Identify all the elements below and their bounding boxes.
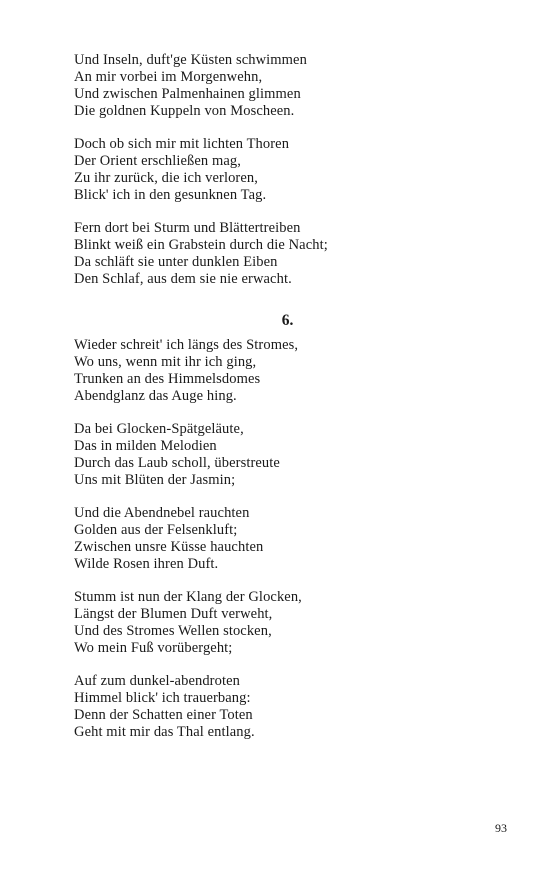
verse-line: Wo uns, wenn mit ihr ich ging, — [74, 354, 257, 370]
stanza — [74, 589, 494, 657]
section-heading: 6. — [281, 312, 294, 329]
verse-line: Blick' ich in den gesunknen Tag. — [74, 187, 267, 203]
verse-line: Zwischen unsre Küsse hauchten — [74, 539, 264, 555]
verse-line: Golden aus der Felsenkluft; — [74, 522, 238, 538]
stanza — [74, 337, 494, 405]
verse-line: An mir vorbei im Morgenwehn, — [74, 69, 263, 85]
verse-line: Da bei Glocken-Spätgeläute, — [74, 421, 244, 437]
stanza — [74, 52, 494, 120]
stanza — [74, 421, 494, 489]
verse-line: Fern dort bei Sturm und Blättertreiben — [74, 220, 301, 236]
verse-line: Wieder schreit' ich längs des Stromes, — [74, 337, 299, 353]
verse-line: Zu ihr zurück, die ich verloren, — [74, 170, 258, 186]
verse-line: Und Inseln, duft'ge Küsten schwimmen — [74, 52, 307, 68]
verse-line: Der Orient erschließen mag, — [74, 153, 241, 169]
verse-line: Und des Stromes Wellen stocken, — [74, 623, 272, 639]
verse-line: Abendglanz das Auge hing. — [74, 388, 237, 404]
verse-line: Und die Abendnebel rauchten — [74, 505, 250, 521]
verse-line: Himmel blick' ich trauerbang: — [74, 690, 251, 706]
stanza — [74, 220, 494, 288]
verse-line: Trunken an des Himmelsdomes — [74, 371, 261, 387]
verse-line: Doch ob sich mir mit lichten Thoren — [74, 136, 290, 152]
page-number: 93 — [495, 821, 507, 835]
stanza — [74, 136, 494, 204]
verse-line: Und zwischen Palmenhainen glimmen — [74, 86, 301, 102]
verse-line: Durch das Laub scholl, überstreute — [74, 455, 280, 471]
stanza — [74, 505, 494, 573]
verse-line: Uns mit Blüten der Jasmin; — [74, 472, 236, 488]
verse-line: Längst der Blumen Duft verweht, — [74, 606, 273, 622]
verse-line: Wilde Rosen ihren Duft. — [74, 556, 219, 572]
verse-line: Das in milden Melodien — [74, 438, 217, 454]
verse-line: Stumm ist nun der Klang der Glocken, — [74, 589, 302, 605]
verse-line: Die goldnen Kuppeln von Moscheen. — [74, 103, 295, 119]
verse-line: Blinkt weiß ein Grabstein durch die Nacht; — [74, 237, 328, 253]
verse-line: Denn der Schatten einer Toten — [74, 707, 253, 723]
stanza — [74, 673, 494, 741]
verse-line: Den Schlaf, aus dem sie nie erwacht. — [74, 271, 292, 287]
verse-line: Da schläft sie unter dunklen Eiben — [74, 254, 278, 270]
verse-line: Geht mit mir das Thal entlang. — [74, 724, 255, 740]
verse-line: Wo mein Fuß vorübergeht; — [74, 640, 233, 656]
verse-line: Auf zum dunkel-abendroten — [74, 673, 240, 689]
